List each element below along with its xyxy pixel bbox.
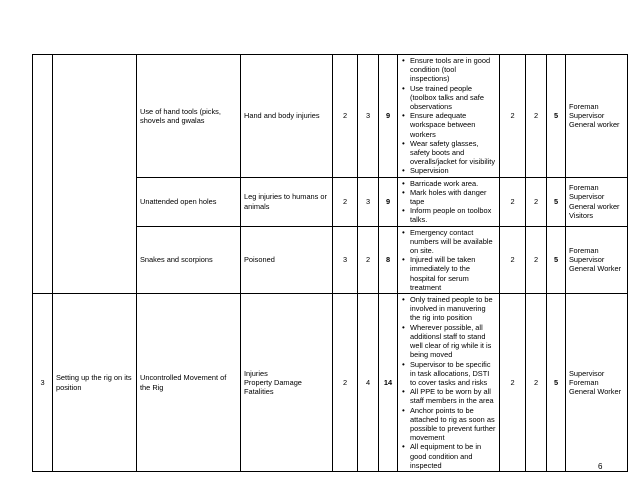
hazard-cell: Use of hand tools (picks, shovels and gwalas: [137, 55, 241, 178]
hazard-cell: Snakes and scorpions: [137, 226, 241, 293]
responsible-person: Supervisor: [569, 368, 605, 378]
activity-cell: Setting up the rig on its position: [53, 294, 137, 472]
risk-line: Injuries: [244, 368, 268, 378]
residual-likelihood-cell: 2: [500, 177, 526, 226]
responsible-person: General Worker: [569, 387, 622, 397]
page-number: 6: [598, 462, 603, 471]
responsible-person: General worker: [569, 120, 620, 130]
control-item: • Anchor points to be attached to rig as soon as possible to prevent further movement: [410, 406, 496, 443]
risk-rating-cell: 9: [379, 55, 398, 178]
risk-cell: Hand and body injuries: [241, 55, 333, 178]
responsible-person: General worker: [569, 201, 620, 211]
risk-cell: Leg injuries to humans or animals: [241, 177, 333, 226]
control-item: • Wear safety glasses, safety boots and overalls/jacket for visibility: [410, 139, 496, 167]
control-item: • All equipment to be in good condition and inspected: [410, 442, 496, 470]
severity-cell: 3: [358, 177, 379, 226]
controls-cell: [398, 294, 500, 472]
responsible-person: Foreman: [569, 183, 599, 193]
residual-likelihood-cell: 2: [500, 226, 526, 293]
controls-list: [401, 295, 496, 470]
activity-number-cell: [33, 55, 53, 294]
severity-cell: 2: [358, 226, 379, 293]
likelihood-cell: 3: [333, 226, 358, 293]
hazard-cell: Unattended open holes: [137, 177, 241, 226]
residual-likelihood-cell: 2: [500, 55, 526, 178]
responsible-person: Foreman: [569, 246, 599, 256]
risk-line: Property Damage: [244, 377, 302, 387]
severity-cell: 3: [358, 55, 379, 178]
responsible-cell: [566, 55, 628, 178]
control-item: • Emergency contact numbers will be available on site.: [410, 228, 496, 256]
likelihood-cell: 2: [333, 55, 358, 178]
responsible-cell: [566, 294, 628, 472]
control-item: • Wherever possible, all additionsl staff to stand well clear of rig while it is being moved: [410, 323, 496, 360]
controls-cell: [398, 55, 500, 178]
control-item: • Ensure tools are in good condition (tool inspections): [410, 56, 496, 84]
responsible-person: Supervisor: [569, 255, 605, 265]
responsible-person: Supervisor: [569, 192, 605, 202]
table-row: [33, 294, 628, 472]
residual-likelihood-cell: 2: [500, 294, 526, 472]
control-item: • Supervisor to be specific in task allocations, DSTI to cover tasks and risks: [410, 360, 496, 388]
control-item: • Mark holes with danger tape: [410, 188, 496, 206]
risk-cell: Poisoned: [241, 226, 333, 293]
risk-cell: [241, 294, 333, 472]
residual-rating-cell: 5: [547, 226, 566, 293]
control-item: • All PPE to be worn by all staff members in the area: [410, 387, 496, 405]
control-item: • Injured will be taken immediately to the hospital for serum treatment: [410, 255, 496, 292]
control-item: • Use trained people (toolbox talks and safe observations: [410, 84, 496, 112]
controls-list: [401, 228, 496, 292]
residual-severity-cell: 2: [526, 226, 547, 293]
residual-rating-cell: 5: [547, 177, 566, 226]
table-row: [33, 55, 628, 178]
risk-line: Fatalities: [244, 387, 274, 397]
controls-list: [401, 56, 496, 176]
residual-severity-cell: 2: [526, 177, 547, 226]
risk-rating-cell: 14: [379, 294, 398, 472]
control-item: • Inform people on toolbox talks.: [410, 206, 496, 224]
responsible-person: Visitors: [569, 210, 594, 220]
activity-cell: [53, 55, 137, 294]
responsible-cell: [566, 226, 628, 293]
controls-cell: [398, 226, 500, 293]
residual-rating-cell: 5: [547, 55, 566, 178]
responsible-person: Supervisor: [569, 111, 605, 121]
responsible-person: Foreman: [569, 377, 599, 387]
responsible-person: Foreman: [569, 102, 599, 112]
hazard-cell: Uncontrolled Movement of the Rig: [137, 294, 241, 472]
residual-severity-cell: 2: [526, 55, 547, 178]
control-item: • Only trained people to be involved in manuvering the rig into position: [410, 295, 496, 323]
responsible-cell: [566, 177, 628, 226]
controls-list: [401, 179, 496, 225]
responsible-person: General Worker: [569, 264, 622, 274]
controls-cell: [398, 177, 500, 226]
residual-severity-cell: 2: [526, 294, 547, 472]
control-item: • Barricade work area.: [410, 179, 496, 188]
risk-rating-cell: 9: [379, 177, 398, 226]
control-item: • Ensure adequate workspace between workers: [410, 111, 496, 139]
likelihood-cell: 2: [333, 177, 358, 226]
activity-number-cell: 3: [33, 294, 53, 472]
likelihood-cell: 2: [333, 294, 358, 472]
risk-assessment-table: [32, 54, 628, 472]
severity-cell: 4: [358, 294, 379, 472]
control-item: • Supervision: [410, 166, 496, 175]
residual-rating-cell: 5: [547, 294, 566, 472]
risk-rating-cell: 8: [379, 226, 398, 293]
